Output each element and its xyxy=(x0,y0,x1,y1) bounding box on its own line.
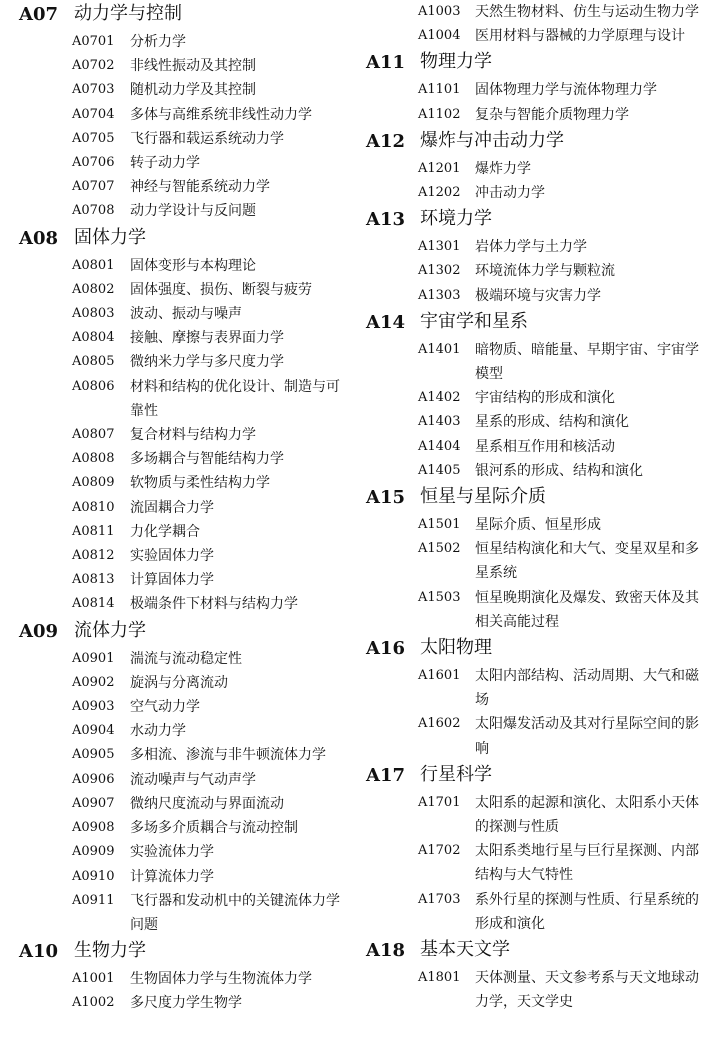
list-item xyxy=(0,127,360,151)
item-code: A0804 xyxy=(72,330,115,346)
section-title: 动力学与控制 xyxy=(74,3,182,24)
section-heading xyxy=(350,308,720,338)
item-text: 复杂与智能介质物理力学 xyxy=(475,106,629,123)
left-column xyxy=(0,0,360,1016)
item-code: A0703 xyxy=(72,82,115,98)
item-code: A1702 xyxy=(418,843,461,859)
item-text: 天然生物材料、仿生与运动生物力学 xyxy=(475,4,699,20)
section-heading xyxy=(350,936,720,966)
item-text: 转子动力学 xyxy=(130,155,200,172)
list-item xyxy=(350,537,720,585)
list-item xyxy=(0,54,360,78)
section xyxy=(350,634,720,761)
item-code: A0809 xyxy=(72,475,115,491)
item-code: A0705 xyxy=(72,130,115,146)
list-item xyxy=(0,568,360,592)
item-code: A1101 xyxy=(418,82,461,98)
section-title: 行星科学 xyxy=(420,763,492,785)
item-text: 微纳米力学与多尺度力学 xyxy=(130,354,284,371)
item-text: 星系相互作用和核活动 xyxy=(475,438,615,455)
item-code: A1403 xyxy=(418,414,461,430)
section-code: A10 xyxy=(19,941,59,963)
list-item xyxy=(0,350,360,374)
section-heading xyxy=(350,127,720,157)
item-code: A0807 xyxy=(72,427,115,443)
section xyxy=(0,0,360,224)
item-text: 生物固体力学与生物流体力学 xyxy=(130,971,312,988)
section-code: A13 xyxy=(366,209,406,231)
section xyxy=(0,937,360,1015)
item-text: 环境流体力学与颗粒流 xyxy=(475,263,615,280)
item-code: A0814 xyxy=(72,596,115,612)
item-code: A0707 xyxy=(72,179,115,195)
list-item xyxy=(0,840,360,864)
item-text: 非线性振动及其控制 xyxy=(130,58,256,75)
section-title: 恒星与星际介质 xyxy=(420,486,546,508)
item-text: 多相流、渗流与非牛顿流体力学 xyxy=(130,747,326,764)
section xyxy=(350,127,720,205)
list-item xyxy=(0,496,360,520)
section xyxy=(350,48,720,126)
item-text: 水动力学 xyxy=(130,723,186,740)
item-text: 太阳爆发活动及其对行星际空间的影响 xyxy=(475,716,699,757)
list-item xyxy=(0,278,360,302)
list-item xyxy=(350,24,720,48)
list-item xyxy=(350,259,720,283)
item-text: 恒星结构演化和大气、变星双星和多星系统 xyxy=(475,541,699,582)
list-item xyxy=(0,151,360,175)
list-item xyxy=(0,592,360,616)
item-text: 天体测量、天文参考系与天文地球动力学，天文学史 xyxy=(475,970,699,1011)
item-code: A0805 xyxy=(72,354,115,370)
section xyxy=(350,936,720,1014)
list-item xyxy=(350,459,720,483)
section-title: 固体力学 xyxy=(74,226,146,248)
item-text: 爆炸力学 xyxy=(475,160,531,177)
item-code: A1701 xyxy=(418,794,461,810)
list-item xyxy=(0,199,360,223)
section-heading xyxy=(350,483,720,513)
item-code: A1801 xyxy=(418,970,461,986)
item-code: A1502 xyxy=(418,541,461,557)
section-heading xyxy=(0,224,360,254)
item-code: A0813 xyxy=(72,572,115,588)
item-code: A0701 xyxy=(72,34,115,49)
item-code: A0801 xyxy=(72,257,115,273)
item-code: A0902 xyxy=(72,674,115,690)
list-item xyxy=(0,78,360,102)
section-heading xyxy=(0,937,360,967)
list-item xyxy=(350,157,720,181)
list-item xyxy=(0,967,360,991)
item-text: 计算固体力学 xyxy=(130,572,214,589)
list-item xyxy=(350,513,720,537)
item-text: 多场耦合与智能结构力学 xyxy=(130,451,284,468)
list-item xyxy=(0,816,360,840)
item-text: 极端条件下材料与结构力学 xyxy=(130,596,298,613)
item-text: 星系的形成、结构和演化 xyxy=(475,414,629,431)
list-item xyxy=(0,302,360,326)
item-code: A1401 xyxy=(418,341,461,357)
item-text: 实验固体力学 xyxy=(130,548,214,565)
list-item xyxy=(350,712,720,760)
item-code: A0911 xyxy=(72,892,115,908)
item-code: A0904 xyxy=(72,723,115,739)
item-code: A1004 xyxy=(418,28,461,44)
list-item xyxy=(350,235,720,259)
item-text: 流动噪声与气动声学 xyxy=(130,771,256,788)
section-code: A18 xyxy=(366,940,406,962)
item-code: A0812 xyxy=(72,548,115,564)
item-text: 固体强度、损伤、断裂与疲劳 xyxy=(130,281,312,298)
item-code: A1602 xyxy=(418,716,461,732)
right-column xyxy=(350,0,720,1015)
item-text: 宇宙结构的形成和演化 xyxy=(475,390,615,407)
item-text: 医用材料与器械的力学原理与设计 xyxy=(475,28,685,45)
item-code: A1303 xyxy=(418,287,461,303)
item-code: A0907 xyxy=(72,795,115,811)
item-code: A1501 xyxy=(418,517,461,533)
item-code: A0811 xyxy=(72,523,115,539)
section-title: 环境力学 xyxy=(420,208,492,230)
list-item xyxy=(350,410,720,434)
item-text: 流固耦合力学 xyxy=(130,499,214,516)
item-text: 太阳内部结构、活动周期、大气和磁场 xyxy=(475,668,699,709)
section xyxy=(0,617,360,937)
list-item xyxy=(350,338,720,386)
list-item xyxy=(350,839,720,887)
list-item xyxy=(350,435,720,459)
item-code: A0803 xyxy=(72,306,115,322)
list-item xyxy=(0,423,360,447)
section-title: 流体力学 xyxy=(74,619,146,641)
item-code: A0901 xyxy=(72,650,115,666)
section xyxy=(350,308,720,483)
item-code: A1201 xyxy=(418,160,461,176)
item-text: 分析力学 xyxy=(130,34,186,50)
list-item xyxy=(0,671,360,695)
item-text: 微纳尺度流动与界面流动 xyxy=(130,795,284,812)
item-code: A0802 xyxy=(72,281,115,297)
section-title: 物理力学 xyxy=(420,51,492,73)
item-code: A0808 xyxy=(72,451,115,467)
list-item xyxy=(350,103,720,127)
item-code: A0909 xyxy=(72,844,115,860)
list-item xyxy=(0,103,360,127)
item-text: 力化学耦合 xyxy=(130,523,200,540)
item-code: A0702 xyxy=(72,58,115,74)
item-text: 空气动力学 xyxy=(130,699,200,716)
item-code: A1002 xyxy=(72,995,115,1011)
list-item xyxy=(0,792,360,816)
list-item xyxy=(0,30,360,54)
item-text: 太阳系类地行星与巨行星探测、内部结构与大气特性 xyxy=(475,843,699,884)
list-item xyxy=(0,889,360,937)
item-text: 冲击动力学 xyxy=(475,185,545,202)
list-item xyxy=(0,447,360,471)
item-code: A0910 xyxy=(72,868,115,884)
item-text: 复合材料与结构力学 xyxy=(130,427,256,444)
list-item xyxy=(350,664,720,712)
item-text: 太阳系的起源和演化、太阳系小天体的探测与性质 xyxy=(475,794,699,836)
list-item xyxy=(0,375,360,423)
list-item xyxy=(350,791,720,839)
item-text: 接触、摩擦与表界面力学 xyxy=(130,330,284,347)
item-code: A1102 xyxy=(418,106,461,122)
list-item xyxy=(0,743,360,767)
section xyxy=(350,0,720,48)
list-item xyxy=(0,695,360,719)
item-text: 系外行星的探测与性质、行星系统的形成和演化 xyxy=(475,891,699,932)
list-item xyxy=(0,175,360,199)
section-title: 宇宙学和星系 xyxy=(420,310,528,332)
item-text: 软物质与柔性结构力学 xyxy=(130,475,270,492)
section-heading xyxy=(350,761,720,791)
item-text: 暗物质、暗能量、早期宇宙、宇宙学模型 xyxy=(475,341,699,383)
list-item xyxy=(0,520,360,544)
item-text: 随机动力学及其控制 xyxy=(130,82,256,99)
item-code: A1404 xyxy=(418,438,461,454)
item-text: 实验流体力学 xyxy=(130,844,214,861)
item-text: 波动、振动与噪声 xyxy=(130,306,242,323)
list-item xyxy=(0,865,360,889)
list-item xyxy=(350,386,720,410)
section xyxy=(350,483,720,634)
item-text: 银河系的形成、结构和演化 xyxy=(475,462,643,479)
section-heading xyxy=(0,0,360,30)
section-title: 太阳物理 xyxy=(420,637,492,659)
item-code: A0908 xyxy=(72,820,115,836)
item-code: A1405 xyxy=(418,462,461,478)
item-text: 材料和结构的优化设计、制造与可靠性 xyxy=(130,378,340,419)
section-title: 生物力学 xyxy=(74,940,146,962)
section xyxy=(350,761,720,936)
item-code: A1001 xyxy=(72,971,115,987)
section-code: A09 xyxy=(19,620,59,642)
item-code: A1003 xyxy=(418,4,461,19)
list-item xyxy=(350,966,720,1014)
item-code: A1302 xyxy=(418,263,461,279)
section-code: A12 xyxy=(366,130,406,152)
section-code: A16 xyxy=(366,638,406,660)
section-code: A08 xyxy=(19,227,59,249)
item-text: 极端环境与灾害力学 xyxy=(475,287,601,304)
item-text: 多尺度力学生物学 xyxy=(130,995,242,1012)
list-item xyxy=(350,284,720,308)
section-code: A11 xyxy=(366,52,406,74)
item-text: 固体变形与本构理论 xyxy=(130,257,256,274)
item-code: A1301 xyxy=(418,239,461,255)
item-code: A0806 xyxy=(72,378,115,394)
section-code: A17 xyxy=(366,764,406,786)
item-code: A1601 xyxy=(418,668,461,684)
list-item xyxy=(350,78,720,102)
item-text: 飞行器和发动机中的关键流体力学问题 xyxy=(130,892,340,933)
list-item xyxy=(0,471,360,495)
list-item xyxy=(0,254,360,278)
section-heading xyxy=(0,617,360,647)
item-code: A1703 xyxy=(418,891,461,907)
item-text: 星际介质、恒星形成 xyxy=(475,517,601,534)
item-text: 动力学设计与反问题 xyxy=(130,203,256,220)
item-text: 多场多介质耦合与流动控制 xyxy=(130,820,298,837)
item-code: A1202 xyxy=(418,185,461,201)
item-code: A0706 xyxy=(72,155,115,171)
item-code: A0704 xyxy=(72,106,115,122)
item-text: 飞行器和载运系统动力学 xyxy=(130,130,284,147)
list-item xyxy=(350,888,720,936)
item-code: A0906 xyxy=(72,771,115,787)
section-heading xyxy=(350,634,720,664)
item-text: 多体与高维系统非线性动力学 xyxy=(130,106,312,123)
list-item xyxy=(0,991,360,1015)
list-item xyxy=(350,181,720,205)
section-code: A15 xyxy=(366,487,406,509)
section xyxy=(350,205,720,308)
list-item xyxy=(0,647,360,671)
item-code: A0905 xyxy=(72,747,115,763)
section-title: 基本天文学 xyxy=(420,939,510,961)
item-code: A0903 xyxy=(72,699,115,715)
section-heading xyxy=(350,48,720,78)
list-item xyxy=(0,544,360,568)
item-code: A0810 xyxy=(72,499,115,515)
item-code: A1503 xyxy=(418,589,461,605)
item-text: 岩体力学与土力学 xyxy=(475,239,587,256)
item-text: 湍流与流动稳定性 xyxy=(130,650,242,667)
list-item xyxy=(0,768,360,792)
item-text: 固体物理力学与流体物理力学 xyxy=(475,82,657,99)
item-code: A1402 xyxy=(418,390,461,406)
item-text: 计算流体力学 xyxy=(130,868,214,885)
list-item xyxy=(0,326,360,350)
section-title: 爆炸与冲击动力学 xyxy=(420,129,564,151)
item-text: 恒星晚期演化及爆发、致密天体及其相关高能过程 xyxy=(475,589,699,630)
item-code: A0708 xyxy=(72,203,115,219)
section-code: A14 xyxy=(366,311,406,333)
list-item xyxy=(350,0,720,24)
section-code: A07 xyxy=(19,4,59,25)
list-item xyxy=(350,586,720,634)
item-text: 神经与智能系统动力学 xyxy=(130,179,270,196)
item-text: 旋涡与分离流动 xyxy=(130,674,228,691)
list-item xyxy=(0,719,360,743)
section-heading xyxy=(350,205,720,235)
section xyxy=(0,224,360,617)
